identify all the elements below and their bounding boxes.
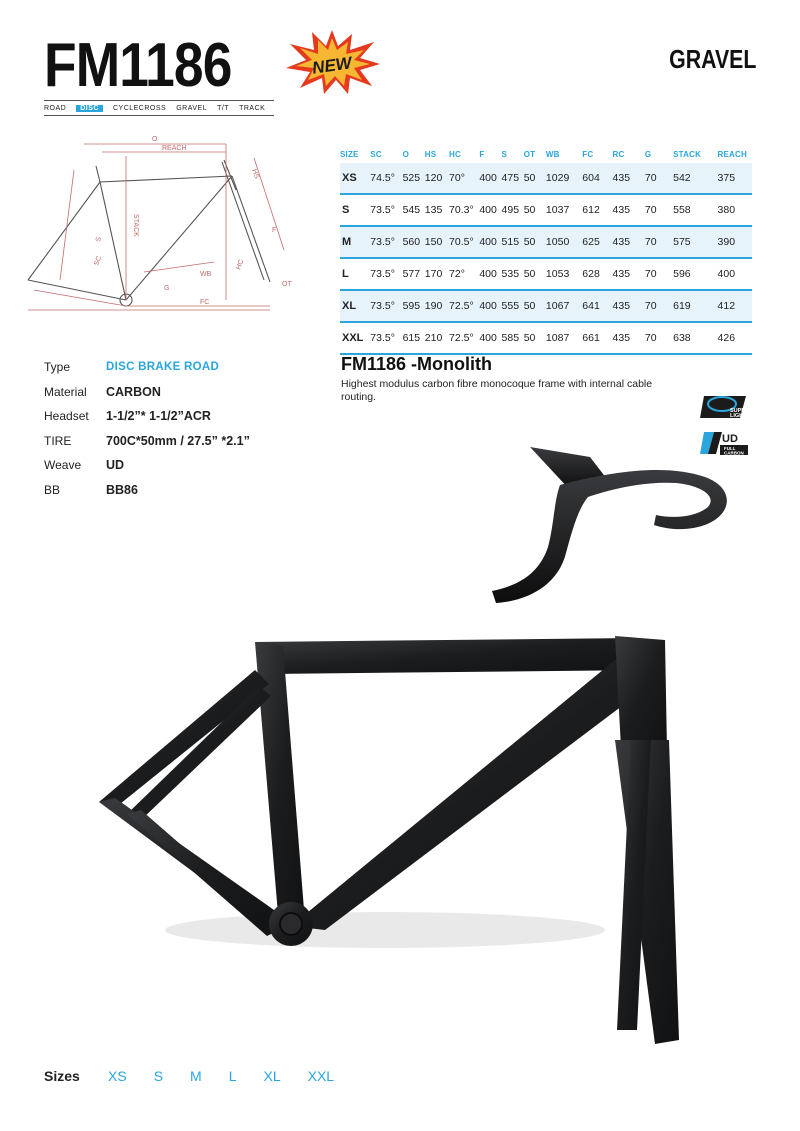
table-cell: 400 bbox=[479, 204, 497, 216]
table-row bbox=[340, 290, 752, 322]
table-cell: 596 bbox=[673, 268, 691, 280]
table-header: O bbox=[402, 150, 410, 159]
label-o: O bbox=[152, 136, 158, 143]
frame-image bbox=[55, 630, 715, 1070]
table-cell: 435 bbox=[612, 268, 631, 280]
table-cell: 426 bbox=[717, 332, 736, 344]
table-header: G bbox=[644, 150, 652, 159]
label-ot: OT bbox=[282, 281, 292, 288]
label-reach: REACH bbox=[162, 145, 187, 152]
table-cell: 1087 bbox=[545, 332, 570, 344]
model-title: FM1186 bbox=[44, 31, 232, 100]
label-hs: HS bbox=[250, 168, 261, 180]
table-cell: 1029 bbox=[545, 172, 570, 184]
table-cell: 70.3° bbox=[449, 204, 474, 216]
table-cell: 615 bbox=[402, 332, 421, 344]
table-cell: 435 bbox=[612, 332, 631, 344]
table-cell: 400 bbox=[479, 172, 497, 184]
table-cell: 585 bbox=[501, 332, 520, 344]
table-cell: 435 bbox=[612, 300, 631, 312]
table-header: OT bbox=[523, 150, 536, 159]
table-cell: 545 bbox=[402, 204, 421, 216]
category-bar bbox=[44, 100, 274, 116]
table-cell: 50 bbox=[523, 172, 536, 184]
ud-full-label: FULL bbox=[724, 446, 736, 451]
table-cell: 1053 bbox=[545, 268, 570, 280]
table-header: WB bbox=[545, 150, 560, 159]
spec-label: Headset bbox=[44, 409, 89, 424]
label-wb: WB bbox=[200, 271, 212, 278]
table-cell: 400 bbox=[479, 332, 497, 344]
size-option-xs: XS bbox=[108, 1068, 127, 1084]
table-cell: 50 bbox=[523, 300, 536, 312]
size-option-s: S bbox=[153, 1068, 164, 1084]
sizes-label: Sizes bbox=[44, 1068, 80, 1084]
spec-label: Type bbox=[44, 360, 71, 375]
label-fc: FC bbox=[200, 299, 210, 306]
spec-label: BB bbox=[44, 482, 61, 497]
category-disc: DISC bbox=[76, 105, 103, 112]
table-cell: 135 bbox=[424, 204, 443, 216]
spec-label: Material bbox=[44, 384, 87, 399]
new-label: NEW bbox=[310, 53, 353, 78]
table-cell: 542 bbox=[673, 172, 691, 184]
table-cell: 558 bbox=[673, 204, 691, 216]
table-cell: 70 bbox=[644, 300, 657, 312]
table-cell: 435 bbox=[612, 172, 631, 184]
table-cell: XXL bbox=[342, 332, 364, 344]
table-cell: 400 bbox=[479, 268, 497, 280]
spec-value: CARBON bbox=[106, 384, 161, 399]
table-cell: 73.5° bbox=[370, 236, 395, 248]
table-cell: 435 bbox=[612, 204, 631, 216]
size-option-m: M bbox=[190, 1068, 202, 1084]
table-cell: 577 bbox=[402, 268, 421, 280]
spec-label: TIRE bbox=[44, 433, 72, 448]
super-light-icon bbox=[700, 392, 750, 422]
spec-list bbox=[44, 355, 250, 502]
spec-weave bbox=[44, 453, 250, 478]
table-cell: 72° bbox=[449, 268, 465, 280]
table-header: S bbox=[501, 150, 508, 159]
table-cell: 50 bbox=[523, 268, 536, 280]
spec-headset bbox=[44, 404, 250, 429]
category-track: TRACK bbox=[239, 104, 266, 112]
table-cell: 619 bbox=[673, 300, 691, 312]
table-cell: 412 bbox=[717, 300, 736, 312]
table-cell: 495 bbox=[501, 204, 520, 216]
spec-value: DISC BRAKE ROAD bbox=[106, 361, 220, 374]
table-row bbox=[340, 258, 752, 290]
table-cell: 73.5° bbox=[370, 300, 395, 312]
super-light-line2: LIGHT bbox=[730, 413, 747, 419]
table-cell: 625 bbox=[582, 236, 600, 248]
table-cell: 380 bbox=[717, 204, 736, 216]
table-cell: 73.5° bbox=[370, 332, 395, 344]
table-cell: 73.5° bbox=[370, 268, 395, 280]
table-cell: 74.5° bbox=[370, 172, 395, 184]
new-burst-icon bbox=[282, 28, 382, 96]
table-cell: 72.5° bbox=[449, 332, 474, 344]
size-geometry-table bbox=[340, 150, 752, 355]
table-row bbox=[340, 194, 752, 226]
table-cell: 150 bbox=[424, 236, 443, 248]
category-cyclecross: CYCLECROSS bbox=[112, 104, 167, 112]
table-cell: XS bbox=[342, 172, 357, 184]
label-s: S bbox=[95, 236, 103, 243]
spec-value: UD bbox=[106, 458, 125, 473]
table-row bbox=[340, 322, 752, 354]
super-light-line1: SUPER bbox=[730, 408, 749, 414]
table-cell: 170 bbox=[424, 268, 443, 280]
table-cell: 435 bbox=[612, 236, 631, 248]
table-cell: 1037 bbox=[545, 204, 570, 216]
table-header-row bbox=[340, 150, 752, 163]
spec-tire bbox=[44, 429, 250, 454]
table-cell: 210 bbox=[424, 332, 443, 344]
table-cell: M bbox=[342, 236, 352, 248]
table-cell: 638 bbox=[673, 332, 691, 344]
table-cell: 70 bbox=[644, 204, 657, 216]
label-hc: HC bbox=[235, 258, 246, 271]
table-cell: 475 bbox=[501, 172, 520, 184]
table-cell: 612 bbox=[582, 204, 600, 216]
table-cell: 595 bbox=[402, 300, 421, 312]
geometry-diagram bbox=[14, 130, 314, 320]
table-cell: 555 bbox=[501, 300, 520, 312]
table-cell: XL bbox=[342, 300, 357, 312]
label-sc: SC bbox=[93, 255, 104, 267]
table-row bbox=[340, 163, 752, 194]
product-title: FM1186 -Monolith bbox=[341, 354, 493, 374]
table-cell: 628 bbox=[582, 268, 600, 280]
table-cell: 120 bbox=[424, 172, 443, 184]
table-cell: S bbox=[342, 204, 350, 216]
table-cell: 72.5° bbox=[449, 300, 474, 312]
table-cell: 50 bbox=[523, 236, 536, 248]
spec-bb bbox=[44, 478, 250, 503]
table-cell: 641 bbox=[582, 300, 600, 312]
table-cell: 70.5° bbox=[449, 236, 474, 248]
table-cell: 661 bbox=[582, 332, 600, 344]
label-stack: STACK bbox=[132, 214, 139, 237]
table-header: HC bbox=[449, 150, 461, 159]
table-cell: 50 bbox=[523, 204, 536, 216]
spec-value: 700C*50mm / 27.5” *2.1” bbox=[106, 433, 250, 448]
table-cell: 575 bbox=[673, 236, 691, 248]
ud-label: UD bbox=[722, 433, 738, 445]
table-row bbox=[340, 226, 752, 258]
table-cell: L bbox=[342, 268, 349, 280]
table-header: FC bbox=[582, 150, 594, 159]
table-cell: 70 bbox=[644, 236, 657, 248]
table-cell: 73.5° bbox=[370, 204, 395, 216]
table-header: RC bbox=[612, 150, 625, 159]
table-cell: 70 bbox=[644, 268, 657, 280]
table-cell: 400 bbox=[479, 300, 497, 312]
table-header: STACK bbox=[673, 150, 702, 159]
product-description: Highest modulus carbon fibre monocoque frame with internal cable routing. bbox=[341, 378, 653, 403]
table-cell: 1067 bbox=[545, 300, 570, 312]
spec-value: 1-1/2”* 1-1/2”ACR bbox=[106, 409, 211, 424]
ud-carbon-label: CARBON bbox=[724, 450, 744, 456]
table-cell: 70 bbox=[644, 332, 657, 344]
table-cell: 515 bbox=[501, 236, 520, 248]
table-header: SIZE bbox=[340, 150, 359, 159]
sizes-row bbox=[44, 1068, 361, 1084]
table-cell: 70° bbox=[449, 172, 465, 184]
category-road: ROAD bbox=[44, 104, 67, 112]
size-option-xxl: XXL bbox=[307, 1068, 335, 1084]
table-cell: 1050 bbox=[545, 236, 570, 248]
table-cell: 560 bbox=[402, 236, 421, 248]
table-cell: 400 bbox=[479, 236, 497, 248]
handlebar-image bbox=[470, 435, 750, 615]
table-cell: 375 bbox=[717, 172, 736, 184]
spec-material bbox=[44, 380, 250, 405]
spec-type bbox=[44, 355, 250, 380]
table-header: HS bbox=[424, 150, 437, 159]
label-f: F bbox=[272, 227, 277, 234]
spec-value: BB86 bbox=[106, 482, 138, 497]
category-tt: T/T bbox=[217, 104, 230, 112]
category-gravel: GRAVEL bbox=[176, 104, 208, 112]
table-cell: 400 bbox=[717, 268, 736, 280]
table-cell: 190 bbox=[424, 300, 443, 312]
label-g: G bbox=[164, 285, 170, 292]
size-option-l: L bbox=[228, 1068, 237, 1084]
spec-label: Weave bbox=[44, 458, 82, 473]
table-cell: 604 bbox=[582, 172, 600, 184]
size-option-xl: XL bbox=[263, 1068, 281, 1084]
table-cell: 525 bbox=[402, 172, 421, 184]
table-header: F bbox=[479, 150, 485, 159]
table-cell: 50 bbox=[523, 332, 536, 344]
table-header: REACH bbox=[717, 150, 747, 159]
table-header: SC bbox=[370, 150, 382, 159]
table-cell: 390 bbox=[717, 236, 736, 248]
table-cell: 70 bbox=[644, 172, 657, 184]
table-cell: 535 bbox=[501, 268, 520, 280]
category-tag: GRAVEL bbox=[668, 44, 756, 74]
